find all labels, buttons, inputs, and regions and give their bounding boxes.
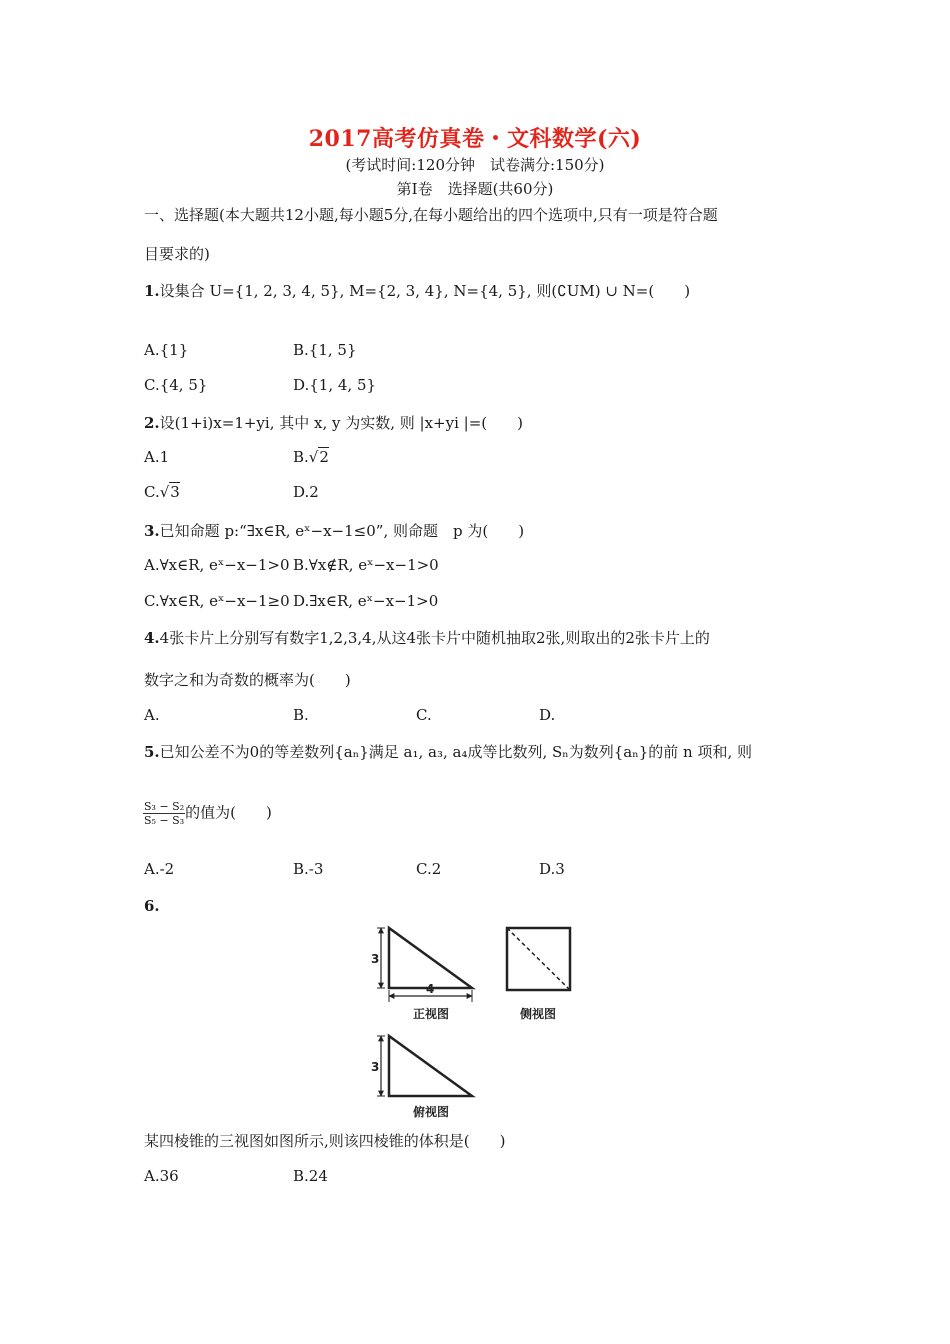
front-width-label: 4 <box>426 982 435 996</box>
question-4-text-line1: 4张卡片上分别写有数字1,2,3,4,从这4张卡片中随机抽取2张,则取出的2张卡片上的 <box>159 629 710 647</box>
q2-option-b <box>293 448 329 466</box>
question-1 <box>144 280 690 301</box>
q4-option-b: B. <box>293 706 309 724</box>
top-height-label: 3 <box>371 1060 380 1074</box>
side-view-label: 侧视图 <box>520 1007 557 1021</box>
q5-option-d: D.3 <box>539 860 565 878</box>
q3-option-c: C.∀x∈R, eˣ−x−1≥0 <box>144 592 290 610</box>
q2-option-d: D.2 <box>293 483 319 501</box>
question-4-text-line2: 数字之和为奇数的概率为( ) <box>144 671 351 689</box>
question-2-text: 设(1+i)x=1+yi, 其中 x, y 为实数, 则 |x+yi |=( ) <box>159 414 523 432</box>
question-3-text: 已知命题 p:“∃x∈R, eˣ−x−1≤0”, 则命题 p 为( ) <box>159 522 525 540</box>
question-2 <box>144 412 523 433</box>
question-5-number: 5. <box>144 743 160 761</box>
question-5-expression <box>143 800 272 827</box>
fraction-denominator: S₅ − S₃ <box>144 814 185 827</box>
fraction-numerator: S₃ − S₂ <box>144 800 185 813</box>
question-6-text: 某四棱锥的三视图如图所示,则该四棱锥的体积是( ) <box>144 1132 506 1150</box>
front-view-label: 正视图 <box>413 1007 450 1021</box>
q2-option-c-prefix: C. <box>144 483 160 501</box>
q5-option-a: A.-2 <box>144 860 175 878</box>
question-5-text-line1: 已知公差不为0的等差数列{aₙ}满足 a₁, a₃, a₄成等比数列, Sₙ为数列{aₙ}的前 n 项和, 则 <box>159 743 752 761</box>
side-view <box>507 928 570 1021</box>
q5-option-b: B.-3 <box>293 860 324 878</box>
question-5-text-line2: 的值为( ) <box>185 803 272 822</box>
q2-option-b-value: 2 <box>319 448 329 466</box>
front-height-label: 3 <box>371 952 380 966</box>
q1-option-b: B.{1, 5} <box>293 341 357 359</box>
top-view <box>371 1036 472 1119</box>
fraction <box>143 800 185 827</box>
three-views-figure <box>340 918 600 1128</box>
q1-option-d: D.{1, 4, 5} <box>293 376 377 394</box>
q4-option-d: D. <box>539 706 556 724</box>
q3-option-b: B.∀x∉R, eˣ−x−1>0 <box>293 556 439 574</box>
q3-option-a: A.∀x∈R, eˣ−x−1>0 <box>144 556 290 574</box>
top-view-label: 俯视图 <box>413 1105 450 1119</box>
q2-option-c-value: 3 <box>170 483 180 501</box>
part-heading: 第Ⅰ卷 选择题(共60分) <box>396 180 554 198</box>
question-6-number: 6. <box>144 897 160 915</box>
question-1-text: 设集合 U={1, 2, 3, 4, 5}, M={2, 3, 4}, N={4, 5}, 则(∁UM) ∪ N=( ) <box>159 282 691 300</box>
exam-title: 2017高考仿真卷・文科数学(六) <box>308 126 642 152</box>
question-2-number: 2. <box>144 414 160 432</box>
section-heading-line1: 一、选择题(本大题共12小题,每小题5分,在每小题给出的四个选项中,只有一项是符合题 <box>144 206 718 224</box>
q3-option-d: D.∃x∈R, eˣ−x−1>0 <box>293 592 439 610</box>
q4-option-c: C. <box>416 706 432 724</box>
question-4 <box>144 627 710 648</box>
q5-option-c: C.2 <box>416 860 442 878</box>
question-3-number: 3. <box>144 522 160 540</box>
side-view-hidden-edge <box>507 928 570 990</box>
sqrt-icon: √ <box>159 483 170 501</box>
q2-option-a: A.1 <box>144 448 170 466</box>
front-view-triangle <box>389 928 472 988</box>
top-view-triangle <box>389 1036 472 1096</box>
q6-option-b: B.24 <box>293 1167 328 1185</box>
question-3 <box>144 520 524 541</box>
question-4-number: 4. <box>144 629 160 647</box>
sqrt-icon: √ <box>308 448 319 466</box>
front-view <box>371 928 472 1021</box>
section-heading-line2: 目要求的) <box>144 245 210 263</box>
question-5 <box>144 741 752 762</box>
q2-option-c <box>144 483 180 501</box>
question-1-number: 1. <box>144 282 160 300</box>
q4-option-a: A. <box>144 706 160 724</box>
q1-option-a: A.{1} <box>144 341 189 359</box>
q1-option-c: C.{4, 5} <box>144 376 208 394</box>
q2-option-b-prefix: B. <box>293 448 309 466</box>
q6-option-a: A.36 <box>144 1167 179 1185</box>
exam-info: (考试时间:120分钟 试卷满分:150分) <box>345 156 605 174</box>
